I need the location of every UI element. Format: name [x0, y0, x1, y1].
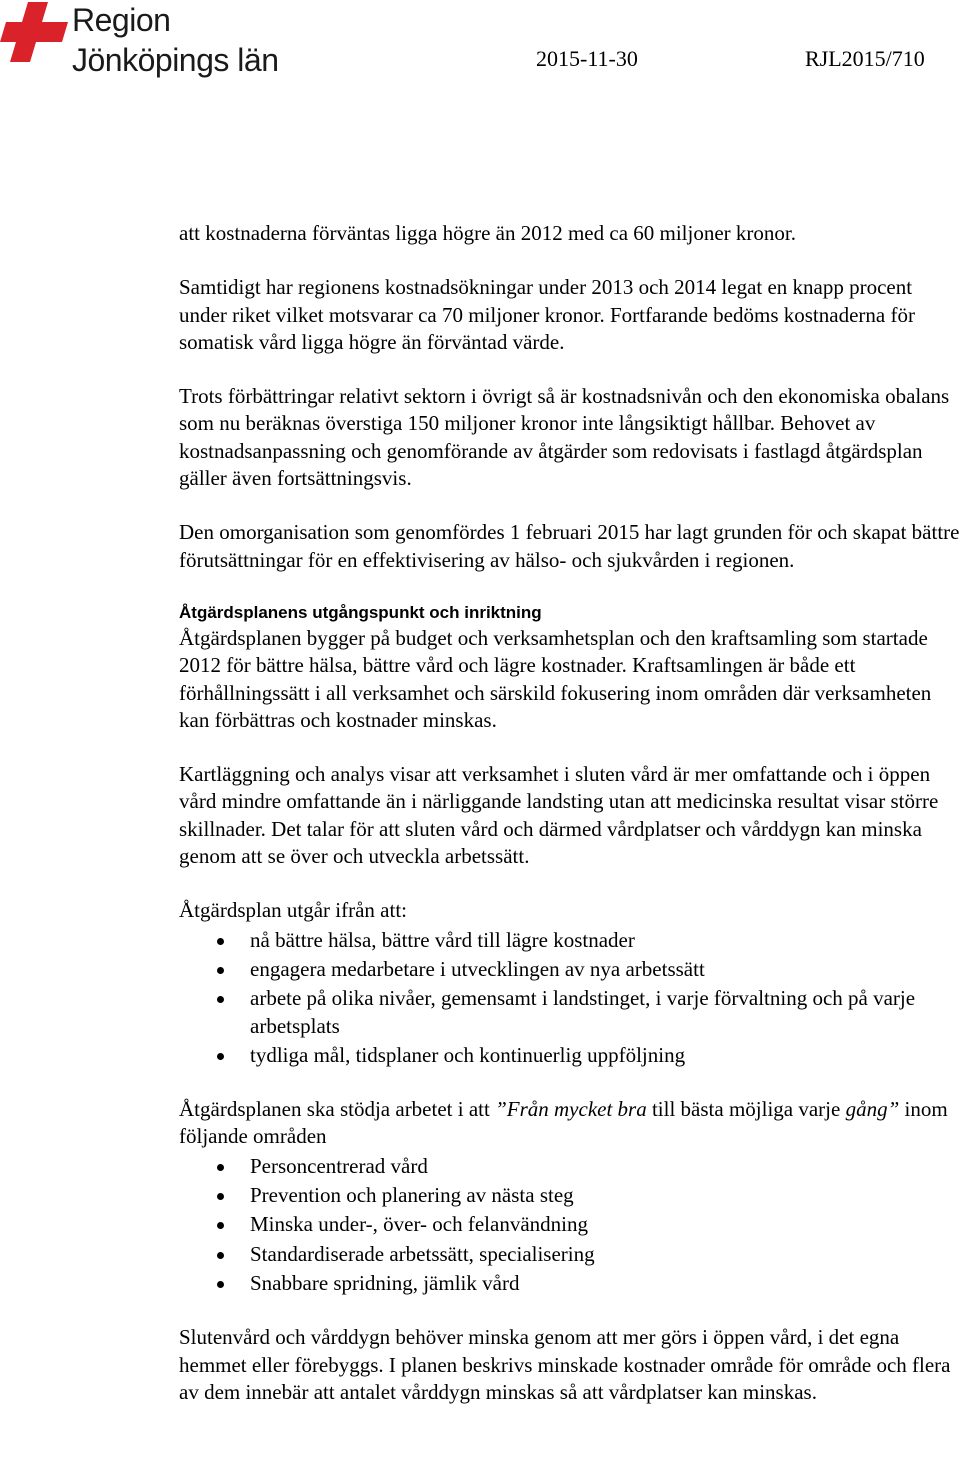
paragraph-6: Kartläggning och analys visar att verksamhet i sluten vård är mer omfattande och i öppen vård mindre omfattande än i närliggande landsting utan att medicinska resultat visar större skillnader. Det talar för att sluten vård och därmed vårdplatser och vårddygn kan minska genom att se över och utveckla arbetssätt. [179, 762, 939, 869]
list-item: Minska under-, över- och felanvändning [179, 1211, 960, 1238]
list2-intro-quote-end: gång” [845, 1097, 900, 1122]
list1-intro: Åtgärdsplan utgår ifrån att: [179, 898, 408, 923]
list-2 [179, 1153, 960, 1297]
list2-intro-quote: ”Från mycket bra [495, 1097, 647, 1122]
logo-line-county: Jönköpings län [72, 42, 279, 78]
list-item: Standardiserade arbetssätt, specialisering [179, 1241, 960, 1268]
list-item: Prevention och planering av nästa steg [179, 1182, 960, 1209]
list-item: engagera medarbetare i utvecklingen av nya arbetssätt [179, 956, 960, 983]
paragraph-2: Samtidigt har regionens kostnadsökningar under 2013 och 2014 legat en knapp procent under riket vilket motsvarar ca 70 miljoner kronor. Fortfarande bedöms kostnaderna för somatisk vård ligga högre än förväntad värde. [179, 275, 915, 354]
document-date: 2015-11-30 [536, 46, 638, 71]
logo-wordmark [72, 0, 278, 80]
list-item: tydliga mål, tidsplaner och kontinuerlig uppföljning [179, 1042, 960, 1069]
document-reference: RJL2015/710 [805, 46, 925, 71]
list-item: arbete på olika nivåer, gemensamt i landstinget, i varje förvaltning och på varje arbetsplats [179, 985, 960, 1040]
paragraph-7: Slutenvård och vårddygn behöver minska genom att mer görs i öppen vård, i det egna hemmet eller förebyggs. I planen beskrivs minskade kostnader område för område och flera av dem innebär att antalet vårddygn minskas så att vårdplatser kan minskas. [179, 1325, 951, 1404]
list2-intro-part-a: Åtgärdsplanen ska stödja arbetet i att [179, 1097, 496, 1122]
list2-intro [179, 1096, 960, 1151]
paragraph-5: Åtgärdsplanen bygger på budget och verksamhetsplan och den kraftsamling som startade 2012 för bättre hälsa, bättre vård och lägre kostnader. Kraftsamlingen är både ett förhållningssätt i all verksamhet och särskild fokusering inom områden där verksamheten kan förbättras och kostnader minskas. [179, 625, 932, 732]
list-1 [179, 927, 960, 1069]
list2-intro-part-b: till bästa möjliga varje [646, 1097, 846, 1122]
paragraph-3: Trots förbättringar relativt sektorn i övrigt så är kostnadsnivån och den ekonomiska obalans som nu beräknas överstiga 150 miljoner kronor inte långsiktigt hållbar. Behovet av kostnadsanpassning och genomförande av åtgärder som redovisats i fastlagd åtgärdsplan gäller även fortsättningsvis. [179, 384, 950, 491]
list-item: nå bättre hälsa, bättre vård till lägre kostnader [179, 927, 960, 954]
document-body [179, 220, 960, 1433]
region-logo [0, 0, 300, 80]
paragraph-1: att kostnaderna förväntas ligga högre än 2012 med ca 60 miljoner kronor. [179, 221, 796, 245]
section-heading: Åtgärdsplanens utgångspunkt och inriktning [179, 602, 542, 622]
paragraph-4: Den omorganisation som genomfördes 1 februari 2015 har lagt grunden för och skapat bättre förutsättningar för en effektivisering av hälso- och sjukvården i regionen. [179, 520, 960, 572]
region-cross-icon [0, 2, 70, 72]
list-item: Personcentrerad vård [179, 1153, 960, 1180]
list-item: Snabbare spridning, jämlik vård [179, 1270, 960, 1297]
list2-intro-part-c: inom följande områden [179, 1097, 948, 1149]
logo-line-region: Region [72, 2, 171, 38]
